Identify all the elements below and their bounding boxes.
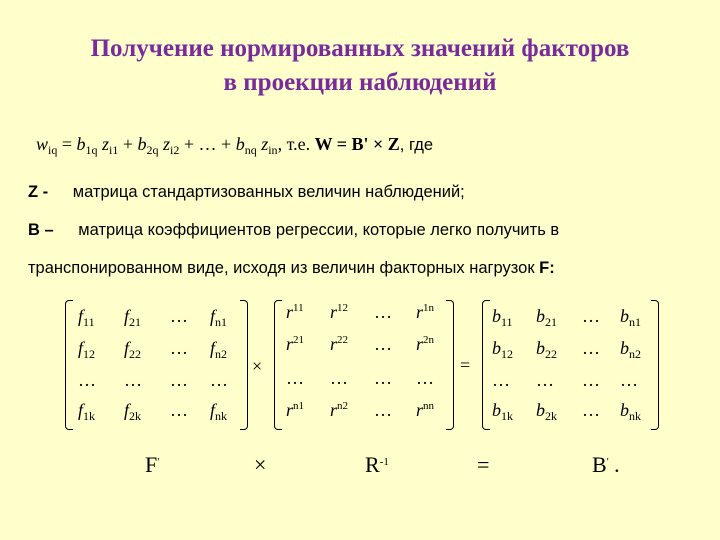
matrix-f-cell: $f_{22}$ <box>124 338 142 361</box>
matrix-b-cell: $b_{11}$ <box>492 306 513 329</box>
matrix-f-cell: $f_{nk}$ <box>210 400 228 423</box>
matrix-f-cell: … <box>124 370 142 390</box>
matrix-r-cell: $r^{11}$ <box>286 302 304 322</box>
matrix-f-cell: … <box>170 306 188 326</box>
matrix-b-cell: … <box>620 370 638 390</box>
label-equals: = <box>477 452 490 477</box>
matrix-r-cell: $r^{1n}$ <box>416 302 435 322</box>
matrix-f-cell: … <box>170 400 188 420</box>
matrix-f-cell: $f_{n2}$ <box>210 338 228 361</box>
matrix-f-cell: $f_{12}$ <box>78 338 96 361</box>
matrix-b-cell: $b_{n2}$ <box>620 338 641 361</box>
matrix-b-right-bracket <box>651 300 659 430</box>
matrix-b-cell: … <box>582 306 600 326</box>
matrix-r-left-bracket <box>274 300 282 430</box>
matrix-f-left-bracket <box>65 300 73 430</box>
matrix-f-cell: … <box>170 338 188 358</box>
label-r-inverse: $R^{-1}$ <box>365 452 389 477</box>
matrix-f-cell: … <box>78 370 96 390</box>
matrix-r-cell: $r^{2n}$ <box>416 334 435 354</box>
matrix-b-cell: … <box>492 370 510 390</box>
slide-title-line-1: Получение нормированных значений факторов <box>90 35 630 62</box>
matrix-b-left-bracket <box>482 300 490 430</box>
matrix-r-right-bracket <box>446 300 454 430</box>
matrix-f-cell: $f_{21}$ <box>124 306 142 329</box>
matrix-r-cell: $r^{n1}$ <box>286 400 305 420</box>
equals-sign: = <box>460 355 471 375</box>
matrix-r-cell: … <box>330 368 348 388</box>
matrix-f-cell: $f_{11}$ <box>78 306 95 329</box>
matrix-b-cell: … <box>536 370 554 390</box>
definition-z: Z - матрица стандартизованных величин наблюдений; <box>28 183 465 201</box>
matrix-b-cell: $b_{12}$ <box>492 338 513 361</box>
matrix-b-cell: $b_{22}$ <box>536 338 557 361</box>
definition-continuation: транспонированном виде, исходя из величин факторных нагрузок F: <box>28 259 555 277</box>
matrix-r-cell: $r^{21}$ <box>286 334 305 354</box>
matrix-f-right-bracket <box>240 300 248 430</box>
matrix-b-cell: … <box>582 370 600 390</box>
matrix-f-cell: $f_{2k}$ <box>124 400 142 423</box>
matrix-r-cell: … <box>374 400 392 420</box>
label-f-transposed: F' <box>145 452 160 477</box>
matrix-r-cell: … <box>286 368 304 388</box>
matrix-b-cell: … <box>582 400 600 420</box>
matrix-b-cell: … <box>582 338 600 358</box>
matrix-r-cell: … <box>416 368 434 388</box>
matrix-r-cell: … <box>374 368 392 388</box>
matrix-r-cell: … <box>374 334 392 354</box>
matrix-b-cell: $b_{1k}$ <box>492 400 513 423</box>
matrix-r-cell: $r^{n2}$ <box>330 400 349 420</box>
slide-title-line-2: в проекции наблюдений <box>223 69 497 96</box>
matrix-b-cell: $b_{21}$ <box>536 306 557 329</box>
matrix-r-cell: $r^{22}$ <box>330 334 349 354</box>
matrix-r-cell: $r^{12}$ <box>330 302 349 322</box>
matrix-r-cell: … <box>374 302 392 322</box>
matrix-f-cell: $f_{1k}$ <box>78 400 96 423</box>
matrix-f-cell: … <box>170 370 188 390</box>
matrix-r-cell: $r^{nn}$ <box>416 400 435 420</box>
matrix-b-cell: $b_{2k}$ <box>536 400 557 423</box>
definition-b: B – матрица коэффициентов регрессии, которые легко получить в <box>28 221 560 239</box>
matrix-b-cell: $b_{nk}$ <box>620 400 641 423</box>
matrix-f-cell: … <box>210 370 228 390</box>
matrix-f-cell: $f_{n1}$ <box>210 306 228 329</box>
times-sign: × <box>252 356 263 376</box>
regression-formula: $w_{iq} = b_{1q}$ $z_{i1} + b_{2q}$ $z_{i2}$ + … + $b_{nq}$ $z_{in}$, т.е. W = B' × Z, где <box>36 134 434 157</box>
label-b-transposed: B' . <box>592 452 620 477</box>
label-times: × <box>254 452 267 477</box>
matrix-b-cell: $b_{n1}$ <box>620 306 641 329</box>
